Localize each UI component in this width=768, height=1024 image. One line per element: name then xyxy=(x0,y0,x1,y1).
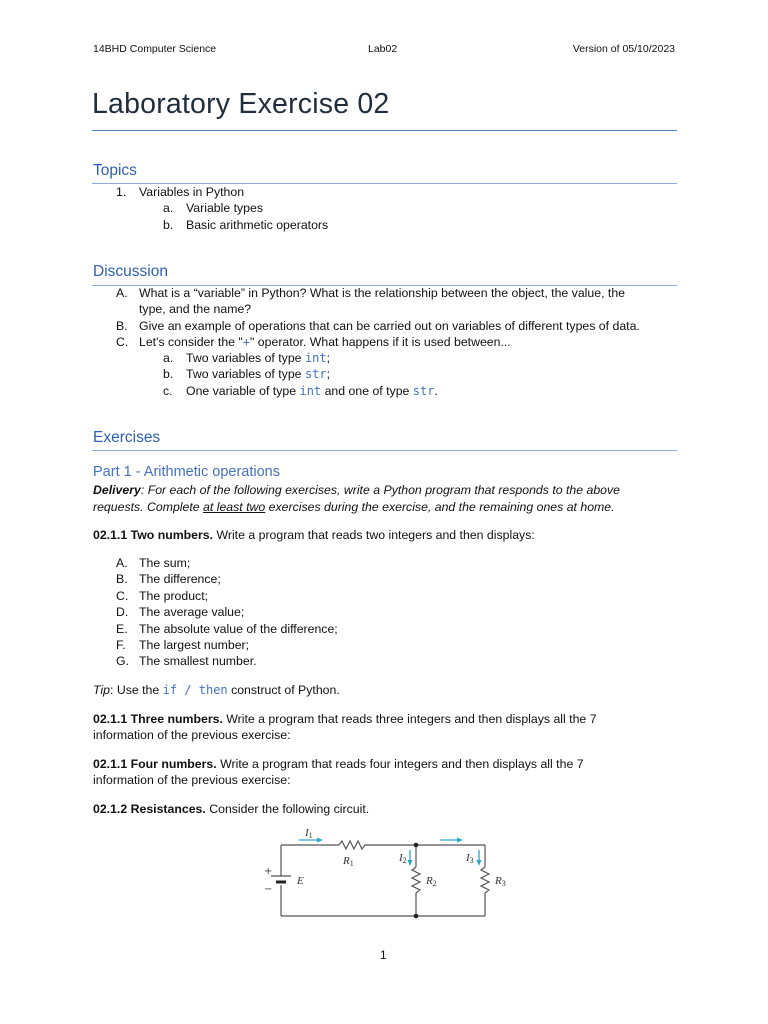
svg-text:−: − xyxy=(264,884,273,895)
list-item: A. The sum; xyxy=(116,556,191,570)
svg-text:R2: R2 xyxy=(426,875,437,888)
exercise-label: 02.1.1 Two numbers. xyxy=(93,528,214,542)
discussion-subitem-c: c. One variable of type int and one of type str. xyxy=(163,384,438,398)
resistor-r2-icon xyxy=(412,867,420,893)
discussion-item-a-cont: type, and the name? xyxy=(139,302,252,316)
int-code: int xyxy=(299,384,322,398)
exercises-heading: Exercises xyxy=(93,429,161,446)
circuit-diagram xyxy=(255,822,515,927)
exercise-two-numbers: 02.1.1 Two numbers. Write a program that reads two integers and then displays: xyxy=(93,528,535,542)
delivery-line-1: Delivery: For each of the following exercises, write a Python program that responds to the above xyxy=(93,483,621,497)
header-lab: Lab02 xyxy=(368,43,398,55)
tip-label: Tip xyxy=(93,683,110,697)
svg-text:R3: R3 xyxy=(495,875,506,888)
exercise-four-numbers: 02.1.1 Four numbers. Write a program that reads four integers and then displays all the 7 xyxy=(93,757,584,771)
topics-subitem-b: b. Basic arithmetic operators xyxy=(163,218,329,232)
discussion-heading: Discussion xyxy=(93,263,168,280)
str-code: str xyxy=(304,367,327,381)
exercises-rule xyxy=(92,450,677,451)
svg-text:I3: I3 xyxy=(466,852,474,865)
at-least-two-emphasis: at least two xyxy=(203,500,266,514)
if-then-code: if / then xyxy=(162,683,228,697)
topics-heading: Topics xyxy=(93,162,137,179)
exercise-four-numbers-cont: information of the previous exercise: xyxy=(93,773,291,787)
resistor-r1-icon xyxy=(339,841,367,849)
exercise-label: 02.1.1 Four numbers. xyxy=(93,757,217,771)
discussion-item-b: B. Give an example of operations that can be carried out on variables of different types of data. xyxy=(116,319,640,333)
list-item: F. The largest number; xyxy=(116,638,250,652)
topics-item-1: 1. Variables in Python xyxy=(116,185,245,199)
delivery-line-2: requests. Complete at least two exercises during the exercise, and the remaining ones at home. xyxy=(93,500,615,514)
running-header xyxy=(93,43,675,57)
plus-operator-code: + xyxy=(242,335,251,349)
exercise-label: 02.1.1 Three numbers. xyxy=(93,712,223,726)
tip-line: Tip: Use the if / then construct of Python. xyxy=(93,683,340,697)
header-course: 14BHD Computer Science xyxy=(93,43,217,55)
battery-icon xyxy=(271,876,291,882)
page-number: 1 xyxy=(380,948,387,962)
svg-text:E: E xyxy=(297,875,304,887)
part1-heading: Part 1 - Arithmetic operations xyxy=(93,464,280,480)
discussion-subitem-b: b. Two variables of type str; xyxy=(163,367,331,381)
delivery-label: Delivery xyxy=(93,483,141,497)
discussion-item-c: C. Let's consider the "+" operator. What happens if it is used between... xyxy=(116,335,511,349)
list-item: B. The difference; xyxy=(116,572,221,586)
list-item: G. The smallest number. xyxy=(116,654,257,668)
exercise-three-numbers: 02.1.1 Three numbers. Write a program that reads three integers and then displays all the 7 xyxy=(93,712,597,726)
exercise-three-numbers-cont: information of the previous exercise: xyxy=(93,728,291,742)
svg-text:+: + xyxy=(264,866,273,877)
exercise-label: 02.1.2 Resistances. xyxy=(93,802,206,816)
header-version: Version of 05/10/2023 xyxy=(572,43,675,55)
str-code: str xyxy=(412,384,435,398)
topics-subitem-a: a. Variable types xyxy=(163,201,264,215)
svg-text:I2: I2 xyxy=(399,852,407,865)
svg-text:R1: R1 xyxy=(343,855,354,868)
list-item: E. The absolute value of the difference; xyxy=(116,622,338,636)
svg-text:I1: I1 xyxy=(305,827,313,840)
document-title: Laboratory Exercise 02 xyxy=(92,88,390,120)
list-item: D. The average value; xyxy=(116,605,245,619)
discussion-subitem-a: a. Two variables of type int; xyxy=(163,351,331,365)
discussion-item-a: A. What is a “variable” in Python? What is the relationship between the object, the value, the xyxy=(116,286,625,300)
int-code: int xyxy=(304,351,327,365)
title-rule xyxy=(92,130,677,131)
resistor-r3-icon xyxy=(481,867,489,893)
exercise-resistances: 02.1.2 Resistances. Consider the following circuit. xyxy=(93,802,370,816)
list-item: C. The product; xyxy=(116,589,209,603)
